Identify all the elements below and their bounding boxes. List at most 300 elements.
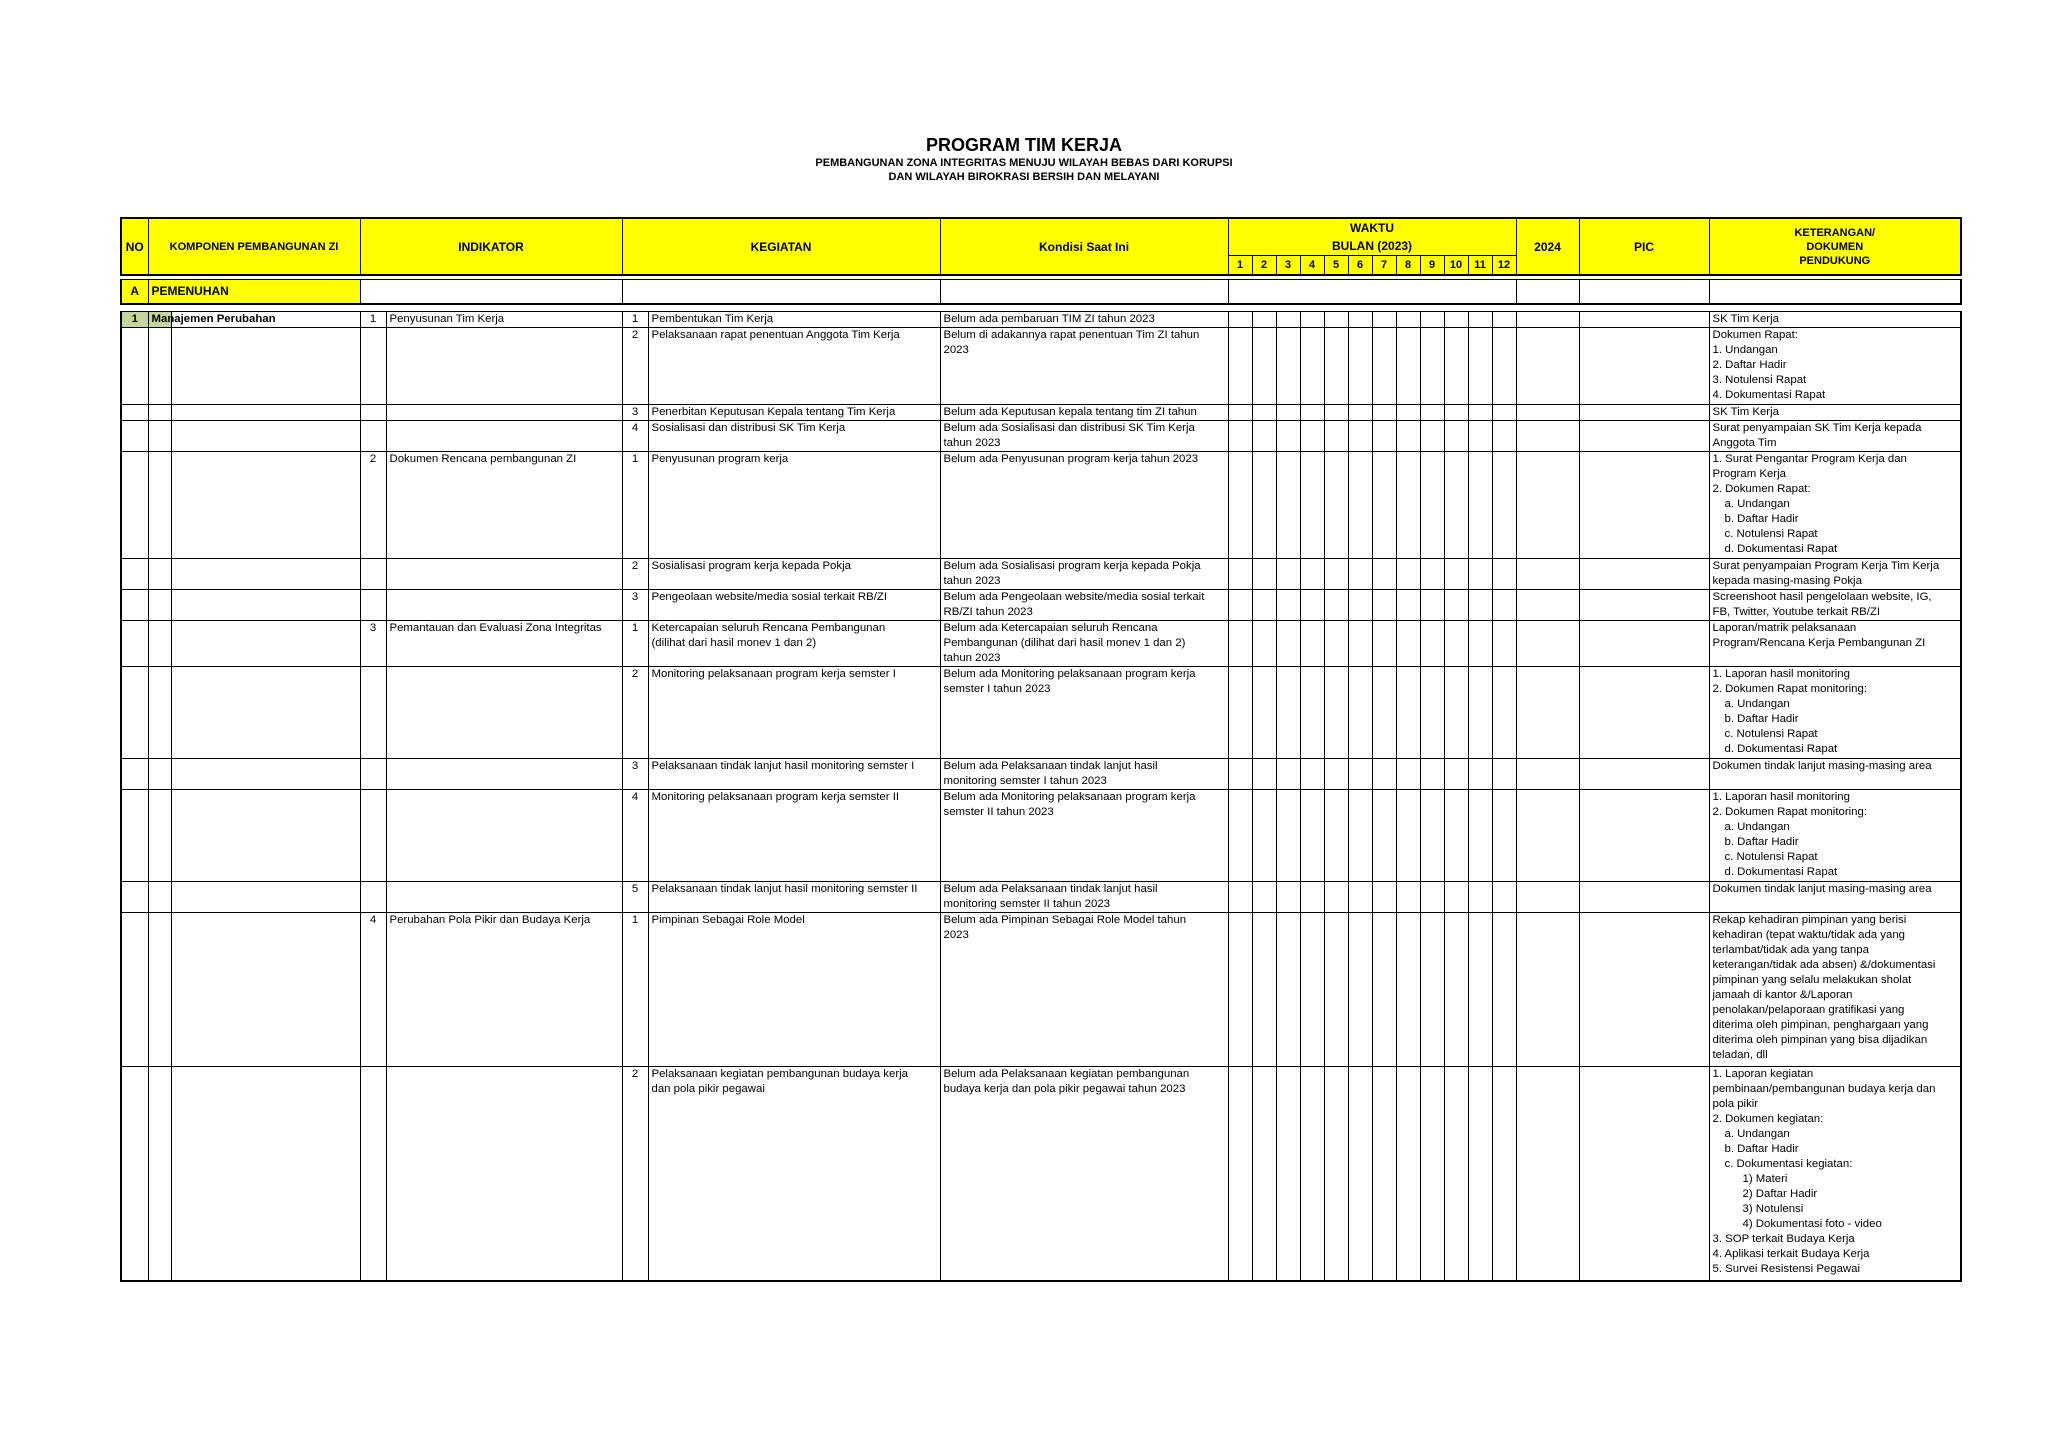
month-cell: [1492, 590, 1516, 621]
month-cell: [1420, 590, 1444, 621]
kegiatan-no: 3: [622, 759, 648, 790]
pic-cell: [1579, 913, 1709, 1067]
indikator-text: Penyusunan Tim Kerja: [386, 312, 622, 328]
month-cell: [1228, 559, 1252, 590]
month-cell: [1252, 421, 1276, 452]
spacer-cell: [171, 667, 360, 759]
kondisi-line: semster II tahun 2023: [943, 806, 1054, 818]
indikator-no: [360, 559, 386, 590]
month-cell: [1228, 667, 1252, 759]
month-cell: [1468, 621, 1492, 667]
indikator-text: [386, 328, 622, 405]
kondisi-line: Pembangunan (dilihat dari hasil monev 1 dan 2): [943, 637, 1186, 649]
month-cell: [1300, 452, 1324, 559]
component-cell: [148, 452, 171, 559]
kondisi-line: monitoring semster II tahun 2023: [943, 898, 1111, 910]
month-cell: [1300, 882, 1324, 913]
month-cell: [1420, 559, 1444, 590]
keterangan-text: [1709, 913, 1961, 1067]
kegiatan-no: 4: [622, 421, 648, 452]
month-cell: [1396, 559, 1420, 590]
kegiatan-no: 5: [622, 882, 648, 913]
component-cell: [148, 590, 171, 621]
header-bulan: BULAN (2023): [1228, 237, 1516, 256]
kondisi-text: [940, 1067, 1228, 1281]
month-cell: [1420, 328, 1444, 405]
kondisi-line: tahun 2023: [943, 652, 1001, 664]
year-2024-cell: [1516, 328, 1579, 405]
keterangan-line: Screenshoot hasil pengelolaan website, IG,: [1712, 591, 1932, 603]
component-cell: [148, 559, 171, 590]
keterangan-line: 2. Dokumen kegiatan:: [1712, 1113, 1824, 1125]
month-cell: [1348, 590, 1372, 621]
month-cell: [1372, 559, 1396, 590]
no-cell: [121, 790, 148, 882]
header-month-2: 2: [1252, 256, 1276, 276]
keterangan-line: 1) Materi: [1742, 1173, 1788, 1185]
month-cell: [1444, 328, 1468, 405]
header-month-12: 12: [1492, 256, 1516, 276]
indikator-text: [386, 667, 622, 759]
keterangan-text: [1709, 1067, 1961, 1281]
keterangan-text: [1709, 759, 1961, 790]
kondisi-text: [940, 759, 1228, 790]
component-cell: [148, 621, 171, 667]
month-cell: [1276, 759, 1300, 790]
month-cell: [1228, 312, 1252, 328]
header-month-7: 7: [1372, 256, 1396, 276]
kondisi-line: Belum ada Monitoring pelaksanaan program kerja: [943, 668, 1196, 680]
spacer-cell: [171, 790, 360, 882]
keterangan-text: [1709, 667, 1961, 759]
header-komponen: KOMPONEN PEMBANGUNAN ZI: [148, 218, 360, 275]
kegiatan-line: Pimpinan Sebagai Role Model: [651, 914, 805, 926]
component-cell: [148, 913, 171, 1067]
kegiatan-no: 3: [622, 590, 648, 621]
keterangan-line: a. Undangan: [1724, 821, 1790, 833]
month-cell: [1468, 452, 1492, 559]
kondisi-text: [940, 559, 1228, 590]
month-cell: [1468, 882, 1492, 913]
table-row: [121, 1067, 1961, 1281]
month-cell: [1348, 559, 1372, 590]
kegiatan-no: 2: [622, 667, 648, 759]
no-cell: [121, 1067, 148, 1281]
keterangan-text: [1709, 790, 1961, 882]
indikator-text: Dokumen Rencana pembangunan ZI: [386, 452, 622, 559]
month-cell: [1252, 590, 1276, 621]
indikator-text: Perubahan Pola Pikir dan Budaya Kerja: [386, 913, 622, 1067]
kegiatan-line: Pembentukan Tim Kerja: [651, 313, 774, 325]
indikator-no: [360, 590, 386, 621]
year-2024-cell: [1516, 405, 1579, 421]
kondisi-line: RB/ZI tahun 2023: [943, 606, 1033, 618]
month-cell: [1348, 312, 1372, 328]
indikator-no: [360, 328, 386, 405]
section-row-table: [120, 279, 1962, 305]
month-cell: [1300, 559, 1324, 590]
header-indikator: INDIKATOR: [360, 218, 622, 275]
month-cell: [1420, 421, 1444, 452]
no-cell: [121, 559, 148, 590]
year-2024-cell: [1516, 913, 1579, 1067]
month-cell: [1300, 1067, 1324, 1281]
keterangan-line: a. Undangan: [1724, 698, 1790, 710]
kegiatan-line: Pelaksanaan tindak lanjut hasil monitoring semster I: [651, 760, 915, 772]
pic-cell: [1579, 559, 1709, 590]
month-cell: [1324, 759, 1348, 790]
keterangan-line: keterangan/tidak ada absen) &/dokumentasi: [1712, 959, 1936, 971]
keterangan-line: Program/Rencana Kerja Pembangunan ZI: [1712, 637, 1926, 649]
kegiatan-no: 2: [622, 1067, 648, 1281]
kegiatan-line: Monitoring pelaksanaan program kerja semster I: [651, 668, 896, 680]
month-cell: [1300, 405, 1324, 421]
month-cell: [1348, 1067, 1372, 1281]
header-month-5: 5: [1324, 256, 1348, 276]
keterangan-line: 1. Laporan hasil monitoring: [1712, 668, 1850, 680]
keterangan-line: b. Daftar Hadir: [1724, 513, 1799, 525]
month-cell: [1492, 452, 1516, 559]
no-cell: [121, 621, 148, 667]
kegiatan-line: Monitoring pelaksanaan program kerja semster II: [651, 791, 900, 803]
keterangan-text: [1709, 405, 1961, 421]
month-cell: [1468, 759, 1492, 790]
header-kegiatan: KEGIATAN: [622, 218, 940, 275]
month-cell: [1492, 312, 1516, 328]
month-cell: [1276, 913, 1300, 1067]
month-cell: [1300, 328, 1324, 405]
kondisi-line: Belum ada Pelaksanaan tindak lanjut hasil: [943, 883, 1158, 895]
keterangan-line: jamaah di kantor &/Laporan: [1712, 989, 1853, 1001]
component-cell: [148, 759, 171, 790]
keterangan-line: Anggota Tim: [1712, 437, 1777, 449]
month-cell: [1468, 405, 1492, 421]
no-cell: [121, 405, 148, 421]
header-waktu: WAKTU: [1228, 218, 1516, 237]
kondisi-text: [940, 667, 1228, 759]
kondisi-line: Belum ada Keputusan kepala tentang tim ZI tahun: [943, 406, 1197, 418]
no-cell: [121, 421, 148, 452]
keterangan-line: SK Tim Kerja: [1712, 406, 1779, 418]
month-cell: [1372, 312, 1396, 328]
month-cell: [1276, 452, 1300, 559]
month-cell: [1252, 913, 1276, 1067]
year-2024-cell: [1516, 790, 1579, 882]
pic-cell: [1579, 790, 1709, 882]
kondisi-line: 2023: [943, 929, 969, 941]
header-month-10: 10: [1444, 256, 1468, 276]
month-cell: [1372, 759, 1396, 790]
component-cell: [148, 328, 171, 405]
keterangan-line: pembinaan/pembangunan budaya kerja dan: [1712, 1083, 1936, 1095]
month-cell: [1396, 1067, 1420, 1281]
kondisi-line: monitoring semster I tahun 2023: [943, 775, 1107, 787]
month-cell: [1420, 790, 1444, 882]
kondisi-line: tahun 2023: [943, 575, 1001, 587]
month-cell: [1468, 312, 1492, 328]
month-cell: [1396, 328, 1420, 405]
header-month-11: 11: [1468, 256, 1492, 276]
keterangan-line: 2. Dokumen Rapat monitoring:: [1712, 683, 1867, 695]
month-cell: [1420, 913, 1444, 1067]
month-cell: [1468, 667, 1492, 759]
keterangan-line: Surat penyampaian SK Tim Kerja kepada: [1712, 422, 1922, 434]
month-cell: [1492, 559, 1516, 590]
month-cell: [1276, 312, 1300, 328]
month-cell: [1300, 621, 1324, 667]
month-cell: [1348, 882, 1372, 913]
month-cell: [1300, 667, 1324, 759]
kegiatan-text: [648, 1067, 940, 1281]
kegiatan-line: Pelaksanaan rapat penentuan Anggota Tim Kerja: [651, 329, 900, 341]
header-kondisi: Kondisi Saat Ini: [940, 218, 1228, 275]
kegiatan-text: [648, 790, 940, 882]
indikator-no: 1: [360, 312, 386, 328]
keterangan-line: 5. Survei Resistensi Pegawai: [1712, 1263, 1861, 1275]
kegiatan-text: [648, 621, 940, 667]
keterangan-line: d. Dokumentasi Rapat: [1724, 743, 1838, 755]
kegiatan-line: Pengeolaan website/media sosial terkait RB/ZI: [651, 591, 888, 603]
month-cell: [1468, 913, 1492, 1067]
year-2024-cell: [1516, 621, 1579, 667]
month-cell: [1492, 882, 1516, 913]
month-cell: [1348, 913, 1372, 1067]
month-cell: [1228, 1067, 1252, 1281]
component-cell: [148, 421, 171, 452]
spacer-cell: [171, 328, 360, 405]
month-cell: [1276, 882, 1300, 913]
kondisi-line: Belum ada Pelaksanaan tindak lanjut hasil: [943, 760, 1158, 772]
month-cell: [1444, 452, 1468, 559]
program-table: [120, 217, 1940, 1282]
kondisi-line: Belum di adakannya rapat penentuan Tim ZI tahun: [943, 329, 1200, 341]
month-cell: [1396, 452, 1420, 559]
month-cell: [1348, 452, 1372, 559]
keterangan-line: Laporan/matrik pelaksanaan: [1712, 622, 1857, 634]
month-cell: [1444, 790, 1468, 882]
table-row: [121, 790, 1961, 882]
month-cell: [1372, 1067, 1396, 1281]
month-cell: [1444, 559, 1468, 590]
header-keterangan: KETERANGAN/ DOKUMEN PENDUKUNG: [1709, 218, 1961, 275]
kegiatan-no: 1: [622, 452, 648, 559]
kondisi-text: [940, 312, 1228, 328]
month-cell: [1324, 421, 1348, 452]
component-cell: [148, 882, 171, 913]
month-cell: [1372, 421, 1396, 452]
month-cell: [1324, 452, 1348, 559]
month-cell: [1420, 312, 1444, 328]
table-row: [121, 759, 1961, 790]
month-cell: [1252, 328, 1276, 405]
indikator-no: [360, 790, 386, 882]
month-cell: [1252, 882, 1276, 913]
month-cell: [1276, 667, 1300, 759]
table-body: [120, 311, 1962, 1282]
year-2024-cell: [1516, 759, 1579, 790]
month-cell: [1492, 790, 1516, 882]
month-cell: [1300, 790, 1324, 882]
pic-cell: [1579, 312, 1709, 328]
keterangan-line: diterima oleh pimpinan yang bisa dijadikan: [1712, 1034, 1928, 1046]
keterangan-text: [1709, 621, 1961, 667]
keterangan-text: [1709, 452, 1961, 559]
month-cell: [1396, 405, 1420, 421]
kondisi-text: [940, 452, 1228, 559]
kondisi-text: [940, 790, 1228, 882]
component-label: Manajemen Perubahan: [148, 312, 171, 328]
month-cell: [1252, 312, 1276, 328]
table-row: [121, 328, 1961, 405]
month-cell: [1324, 667, 1348, 759]
kondisi-line: budaya kerja dan pola pikir pegawai tahun 2023: [943, 1083, 1186, 1095]
month-cell: [1252, 1067, 1276, 1281]
month-cell: [1492, 328, 1516, 405]
keterangan-line: penolakan/pelaporaan gratifikasi yang: [1712, 1004, 1905, 1016]
month-cell: [1420, 1067, 1444, 1281]
month-cell: [1492, 421, 1516, 452]
keterangan-line: 4. Dokumentasi Rapat: [1712, 389, 1826, 401]
kegiatan-line: Pelaksanaan kegiatan pembangunan budaya kerja: [651, 1068, 908, 1080]
pic-cell: [1579, 882, 1709, 913]
keterangan-line: teladan, dll: [1712, 1049, 1768, 1061]
kegiatan-no: 2: [622, 328, 648, 405]
kegiatan-text: [648, 590, 940, 621]
no-cell: [121, 328, 148, 405]
month-cell: [1468, 421, 1492, 452]
month-cell: [1444, 621, 1468, 667]
month-cell: [1348, 328, 1372, 405]
keterangan-line: 4. Aplikasi terkait Budaya Kerja: [1712, 1248, 1870, 1260]
month-cell: [1252, 452, 1276, 559]
month-cell: [1276, 421, 1300, 452]
month-cell: [1444, 1067, 1468, 1281]
header-month-9: 9: [1420, 256, 1444, 276]
header-month-3: 3: [1276, 256, 1300, 276]
year-2024-cell: [1516, 559, 1579, 590]
table-header: [120, 217, 1962, 276]
keterangan-line: d. Dokumentasi Rapat: [1724, 543, 1838, 555]
indikator-text: [386, 759, 622, 790]
month-cell: [1396, 882, 1420, 913]
pic-cell: [1579, 452, 1709, 559]
month-cell: [1252, 790, 1276, 882]
month-cell: [1276, 405, 1300, 421]
kegiatan-no: 1: [622, 621, 648, 667]
month-cell: [1492, 667, 1516, 759]
keterangan-line: c. Notulensi Rapat: [1724, 728, 1818, 740]
year-2024-cell: [1516, 421, 1579, 452]
month-cell: [1372, 621, 1396, 667]
header-pic: PIC: [1579, 218, 1709, 275]
month-cell: [1444, 590, 1468, 621]
month-cell: [1492, 621, 1516, 667]
keterangan-line: Dokumen Rapat:: [1712, 329, 1798, 341]
month-cell: [1324, 1067, 1348, 1281]
keterangan-line: pola pikir: [1712, 1098, 1759, 1110]
kegiatan-line: Penerbitan Keputusan Kepala tentang Tim Kerja: [651, 406, 896, 418]
pic-cell: [1579, 590, 1709, 621]
keterangan-line: a. Undangan: [1724, 1128, 1790, 1140]
kondisi-line: Belum ada pembaruan TIM ZI tahun 2023: [943, 313, 1155, 325]
keterangan-line: b. Daftar Hadir: [1724, 836, 1799, 848]
month-cell: [1420, 621, 1444, 667]
spacer-cell: [171, 759, 360, 790]
component-no: 1: [121, 312, 148, 328]
month-cell: [1228, 421, 1252, 452]
month-cell: [1396, 590, 1420, 621]
month-cell: [1252, 621, 1276, 667]
header-month-6: 6: [1348, 256, 1372, 276]
kondisi-text: [940, 405, 1228, 421]
kondisi-line: Belum ada Pengeolaan website/media sosial terkait: [943, 591, 1205, 603]
month-cell: [1396, 790, 1420, 882]
page-title: PROGRAM TIM KERJA: [925, 135, 1122, 155]
month-cell: [1420, 667, 1444, 759]
month-cell: [1228, 882, 1252, 913]
kondisi-line: Belum ada Pelaksanaan kegiatan pembangunan: [943, 1068, 1190, 1080]
table-row: [121, 882, 1961, 913]
keterangan-line: c. Dokumentasi kegiatan:: [1724, 1158, 1853, 1170]
month-cell: [1324, 790, 1348, 882]
kondisi-text: [940, 882, 1228, 913]
kegiatan-line: Penyusunan program kerja: [651, 453, 789, 465]
month-cell: [1348, 790, 1372, 882]
indikator-text: [386, 405, 622, 421]
page-subtitle-1: PEMBANGUNAN ZONA INTEGRITAS MENUJU WILAYAH BEBAS DARI KORUPSI: [815, 157, 1233, 169]
keterangan-line: b. Daftar Hadir: [1724, 1143, 1799, 1155]
month-cell: [1468, 1067, 1492, 1281]
month-cell: [1492, 1067, 1516, 1281]
kegiatan-text: [648, 421, 940, 452]
year-2024-cell: [1516, 590, 1579, 621]
kegiatan-line: (dilihat dari hasil monev 1 dan 2): [651, 637, 817, 649]
kondisi-line: Belum ada Sosialisasi dan distribusi SK Tim Kerja: [943, 422, 1195, 434]
table-row: [121, 913, 1961, 1067]
no-cell: [121, 452, 148, 559]
kondisi-line: Belum ada Penyusunan program kerja tahun 2023: [943, 453, 1199, 465]
kondisi-line: Belum ada Ketercapaian seluruh Rencana: [943, 622, 1158, 634]
indikator-text: [386, 559, 622, 590]
month-cell: [1324, 559, 1348, 590]
year-2024-cell: [1516, 452, 1579, 559]
kondisi-line: semster I tahun 2023: [943, 683, 1051, 695]
kondisi-line: Belum ada Monitoring pelaksanaan program kerja: [943, 791, 1196, 803]
indikator-no: [360, 1067, 386, 1281]
no-cell: [121, 913, 148, 1067]
keterangan-line: 3) Notulensi: [1742, 1203, 1804, 1215]
month-cell: [1492, 405, 1516, 421]
month-cell: [1348, 405, 1372, 421]
spacer-cell: [171, 913, 360, 1067]
month-cell: [1228, 328, 1252, 405]
keterangan-line: 2. Daftar Hadir: [1712, 359, 1787, 371]
month-cell: [1324, 328, 1348, 405]
keterangan-text: [1709, 559, 1961, 590]
pic-cell: [1579, 328, 1709, 405]
month-cell: [1276, 590, 1300, 621]
month-cell: [1300, 913, 1324, 1067]
month-cell: [1372, 590, 1396, 621]
indikator-text: [386, 1067, 622, 1281]
month-cell: [1300, 759, 1324, 790]
month-cell: [1396, 667, 1420, 759]
month-cell: [1252, 667, 1276, 759]
section-code: A: [121, 280, 148, 305]
month-cell: [1276, 790, 1300, 882]
keterangan-line: diterima oleh pimpinan, penghargaan yang: [1712, 1019, 1929, 1031]
month-cell: [1468, 590, 1492, 621]
